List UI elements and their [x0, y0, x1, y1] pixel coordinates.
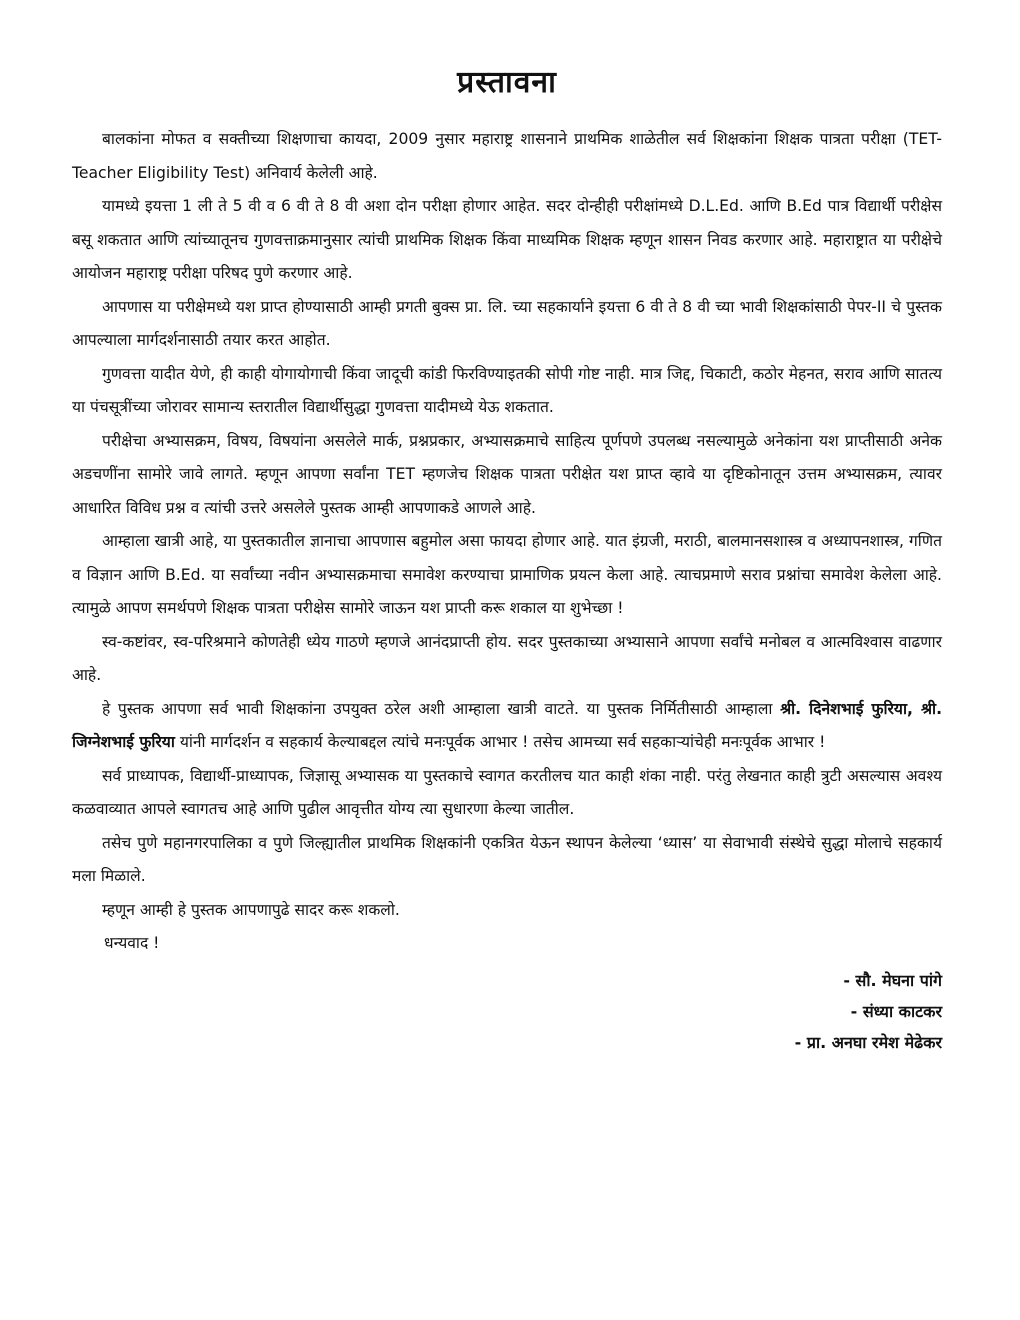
paragraph-text: हे पुस्तक आपणा सर्व भावी शिक्षकांना उपयुक्त ठरेल अशी आम्हाला खात्री वाटते. या पुस्तक निर्मितीसाठी आम्हाला [102, 699, 781, 718]
acknowledged-names: श्री. दिनेशभाई फुरिया, श्री. जिग्नेशभाई फुरिया [72, 699, 942, 751]
paragraph-text: सर्व प्राध्यापक, विद्यार्थी-प्राध्यापक, जिज्ञासू अभ्यासक या पुस्तकाचे स्वागत करतीलच यात काही शंका नाही. परंतु लेखनात काही त्रुटी असल्यास अवश्य कळवाव्यात आपले स्वागतच आहे आणि पुढील आवृत्तीत योग्य त्या सुधारणा केल्या जातील. [72, 766, 942, 818]
page-title: प्रस्तावना [457, 65, 557, 100]
paragraph-7 [72, 626, 942, 693]
paragraph-text: आम्हाला खात्री आहे, या पुस्तकातील ज्ञानाचा आपणास बहुमोल असा फायदा होणार आहे. यात इंग्रजी, मराठी, बालमानसशास्त्र व अध्यापनशास्त्र, गणित व विज्ञान आणि B.Ed. या सर्वांच्या नवीन अभ्यासक्रमाचा समावेश करण्याचा प्रामाणिक प्रयत्न केला आहे. त्याचप्रमाणे सराव प्रश्नांचा समावेश केलेला आहे. त्यामुळे आपण समर्थपणे शिक्षक पात्रता परीक्षेस सामोरे जाऊन यश प्राप्ती करू शकाल या शुभेच्छा ! [72, 532, 942, 617]
paragraph-6 [72, 525, 942, 626]
signature-author-1: - सौ. मेघना पांगे [843, 970, 942, 990]
paragraph-2 [72, 190, 942, 291]
signature-author-2: - संध्या काटकर [850, 1001, 942, 1021]
paragraph-text: आपणास या परीक्षेमध्ये यश प्राप्त होण्यासाठी आम्ही प्रगती बुक्स प्रा. लि. च्या सहकार्याने इयत्ता 6 वी ते 8 वी च्या भावी शिक्षकांसाठी पेपर-II चे पुस्तक आपल्याला मार्गदर्शनासाठी तयार करत आहोत. [72, 297, 942, 349]
preface-page [72, 60, 942, 1058]
signature-block [72, 965, 942, 1058]
paragraph-text: यामध्ये इयत्ता 1 ली ते 5 वी व 6 वी ते 8 वी अशा दोन परीक्षा होणार आहेत. सदर दोन्हीही परीक्षांमध्ये D.L.Ed. आणि B.Ed पात्र विद्यार्थी परीक्षेस बसू शकतात आणि त्यांच्यातूनच गुणवत्ताक्रमानुसार त्यांची प्राथमिक शिक्षक किंवा माध्यमिक शिक्षक म्हणून शासन निवड करणार आहे. महाराष्ट्रात या परीक्षेचे आयोजन महाराष्ट्र परीक्षा परिषद पुणे करणार आहे. [72, 197, 942, 282]
paragraph-4 [72, 358, 942, 425]
paragraph-8 [72, 693, 942, 760]
paragraph-1 [72, 123, 942, 190]
paragraph-5 [72, 425, 942, 526]
paragraph-text: तसेच पुणे महानगरपालिका व पुणे जिल्ह्यातील प्राथमिक शिक्षकांनी एकत्रित येऊन स्थापन केलेल्या ‘ध्यास’ या सेवाभावी संस्थेचे सुद्धा मोलाचे सहकार्य मला मिळाले. [72, 833, 942, 885]
paragraph-text: परीक्षेचा अभ्यासक्रम, विषय, विषयांना असलेले मार्क, प्रश्नप्रकार, अभ्यासक्रमाचे साहित्य पूर्णपणे उपलब्ध नसल्यामुळे अनेकांना यश प्राप्तीसाठी अनेक अडचणींना सामोरे जावे लागते. म्हणून आपणा सर्वांना TET म्हणजेच शिक्षक पात्रता परीक्षेत यश प्राप्त व्हावे या दृष्टिकोनातून उत्तम अभ्यासक्रम, त्यावर आधारित विविध प्रश्न व त्यांची उत्तरे असलेले पुस्तक आम्ही आपणाकडे आणले आहे. [72, 431, 942, 517]
paragraph-3 [72, 291, 942, 358]
paragraph-text: बालकांना मोफत व सक्तीच्या शिक्षणाचा कायदा, 2009 नुसार महाराष्ट्र शासनाने प्राथमिक शाळेतील सर्व शिक्षकांना शिक्षक पात्रता परीक्षा (TET-Teacher Eligibility Test) अनिवार्य केलेली आहे. [72, 130, 942, 182]
paragraph-text: स्व-कष्टांवर, स्व-परिश्रमाने कोणतेही ध्येय गाठणे म्हणजे आनंदप्राप्ती होय. सदर पुस्तकाच्या अभ्यासाने आपणा सर्वांचे मनोबल व आत्मविश्वास वाढणार आहे. [72, 632, 942, 684]
paragraph-10 [72, 827, 942, 894]
paragraph-text: म्हणून आम्ही हे पुस्तक आपणापुढे सादर करू शकलो. [102, 900, 400, 919]
signature-author-3: - प्रा. अनघा रमेश मेढेकर [794, 1032, 942, 1052]
paragraph-11 [72, 894, 942, 928]
paragraph-text: गुणवत्ता यादीत येणे, ही काही योगायोगाची किंवा जादूची कांडी फिरविण्याइतकी सोपी गोष्ट नाही. मात्र जिद्द, चिकाटी, कठोर मेहनत, सराव आणि सातत्य या पंचसूत्रींच्या जोरावर सामान्य स्तरातील विद्यार्थीसुद्धा गुणवत्ता यादीमध्ये येऊ शकतात. [72, 364, 942, 416]
closing-thanks: धन्यवाद ! [104, 934, 160, 952]
paragraph-9 [72, 760, 942, 827]
paragraph-text: यांनी मार्गदर्शन व सहकार्य केल्याबद्दल त्यांचे मनःपूर्वक आभार ! तसेच आमच्या सर्व सहकाऱ्यांचेही मनःपूर्वक आभार ! [174, 733, 826, 751]
